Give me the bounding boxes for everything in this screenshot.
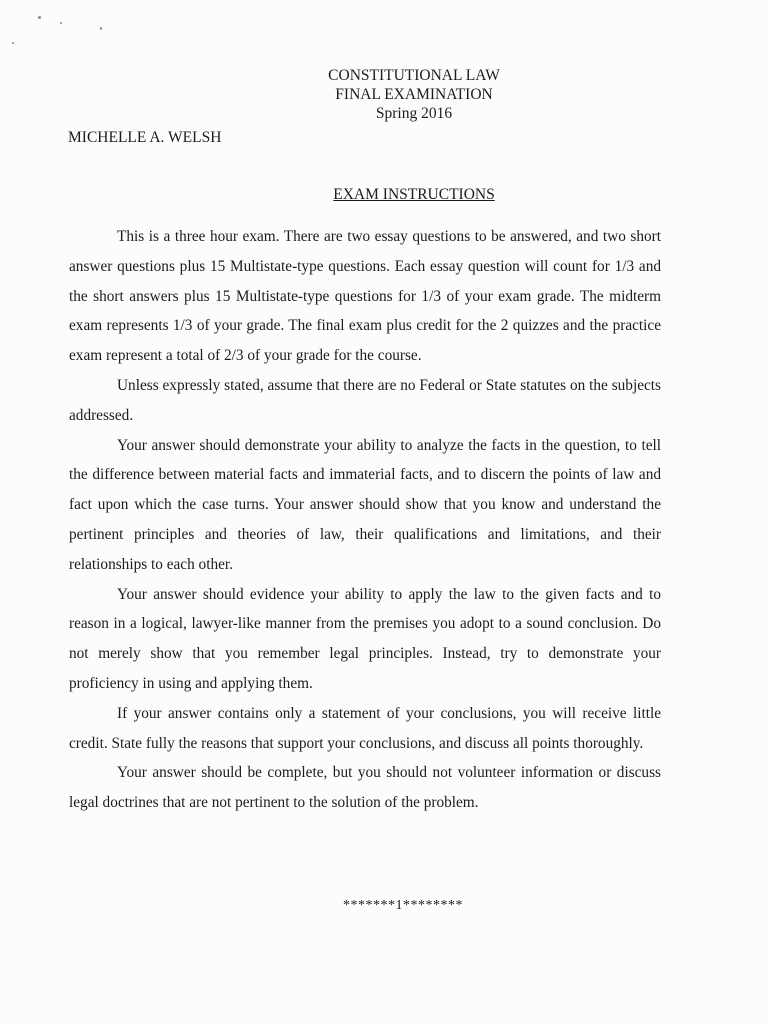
- instruction-paragraph: If your answer contains only a statement of your conclusions, you will receive little credit. State fully the reasons that support your conclusions, and discuss all points thoroughly.: [69, 704, 661, 752]
- instruction-paragraph: This is a three hour exam. There are two essay questions to be answered, and two short answer questions plus 15 Multistate-type questions. Each essay question will count for 1/3 and the short answers plus 15 Multistate-type questions for 1/3 of your exam grade. The midterm exam represents 1/3 of your grade. The final exam plus credit for the 2 quizzes and the practice exam represent a total of 2/3 of your grade for the course.: [69, 228, 661, 365]
- instruction-paragraph: Your answer should be complete, but you should not volunteer information or discuss legal doctrines that are not pertinent to the solution of the problem.: [69, 764, 661, 812]
- page-number-footer: *******1********: [343, 898, 463, 913]
- instructions-body: [69, 222, 661, 818]
- course-title: CONSTITUTIONAL LAW: [328, 67, 500, 84]
- instruction-paragraph: Your answer should evidence your ability to apply the law to the given facts and to reason in a logical, lawyer-like manner from the premises you adopt to a sound conclusion. Do not merely show that you remember legal principles. Instead, try to demonstrate your proficiency in using and applying them.: [69, 585, 661, 692]
- exam-term: Spring 2016: [375, 105, 453, 122]
- instruction-paragraph: Your answer should demonstrate your ability to analyze the facts in the question, to tell the difference between material facts and immaterial facts, and to discern the points of law and fact upon which the case turns. Your answer should show that you know and understand the pertinent principles and theories of law, their qualifications and limitations, and their relationships to each other.: [69, 436, 661, 573]
- instructions-title: EXAM INSTRUCTIONS: [333, 186, 495, 203]
- exam-header: [0, 66, 768, 123]
- professor-name: MICHELLE A. WELSH: [68, 129, 222, 146]
- exam-title: FINAL EXAMINATION: [335, 86, 493, 103]
- instruction-paragraph: Unless expressly stated, assume that there are no Federal or State statutes on the subjects addressed.: [69, 376, 661, 424]
